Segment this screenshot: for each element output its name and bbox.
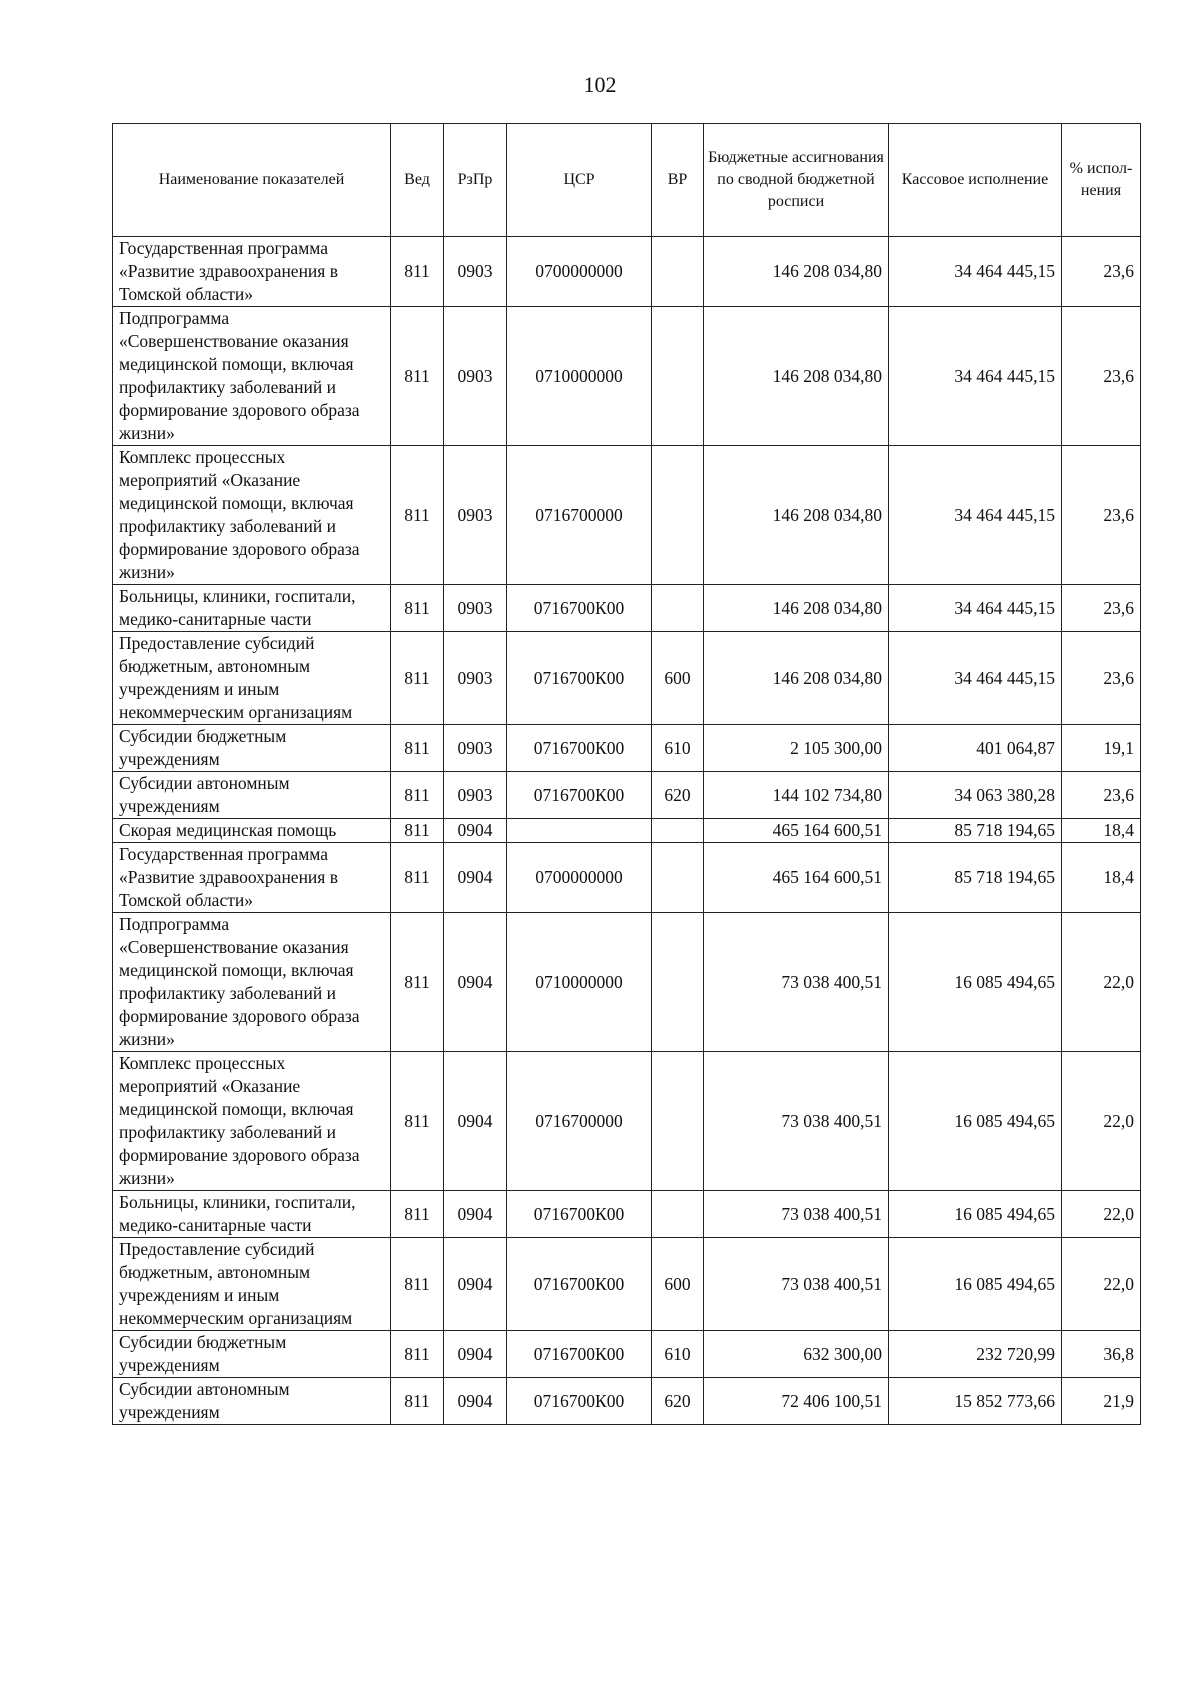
cell-pct: 23,6	[1062, 307, 1141, 446]
cell-rzpr: 0904	[444, 843, 507, 913]
cell-csr	[507, 819, 652, 843]
header-rzpr: РзПр	[444, 124, 507, 237]
cell-cash: 401 064,87	[889, 725, 1062, 772]
cell-vr: 610	[652, 725, 704, 772]
cell-cash: 16 085 494,65	[889, 1191, 1062, 1238]
table-body	[113, 237, 1141, 1425]
cell-rzpr: 0903	[444, 446, 507, 585]
header-name: Наименование показателей	[113, 124, 391, 237]
cell-cash: 16 085 494,65	[889, 1052, 1062, 1191]
cell-vr: 620	[652, 1378, 704, 1425]
cell-budget: 73 038 400,51	[704, 1052, 889, 1191]
cell-rzpr: 0904	[444, 1238, 507, 1331]
cell-ved: 811	[391, 1191, 444, 1238]
cell-csr: 0716700000	[507, 446, 652, 585]
cell-pct: 22,0	[1062, 1191, 1141, 1238]
cell-ved: 811	[391, 632, 444, 725]
cell-name: Подпрограмма «Совершенствование оказания медицинской помощи, включая профилактику заболеваний и формирование здорового образа жизни»	[113, 913, 391, 1052]
cell-budget: 144 102 734,80	[704, 772, 889, 819]
table-row	[113, 843, 1141, 913]
cell-pct: 18,4	[1062, 819, 1141, 843]
cell-budget: 73 038 400,51	[704, 1238, 889, 1331]
table-row	[113, 632, 1141, 725]
cell-budget: 146 208 034,80	[704, 446, 889, 585]
cell-vr	[652, 1052, 704, 1191]
cell-name: Больницы, клиники, госпитали, медико-санитарные части	[113, 585, 391, 632]
cell-rzpr: 0904	[444, 1331, 507, 1378]
cell-ved: 811	[391, 913, 444, 1052]
cell-name: Государственная программа «Развитие здравоохранения в Томской области»	[113, 237, 391, 307]
header-ved: Вед	[391, 124, 444, 237]
cell-budget: 146 208 034,80	[704, 307, 889, 446]
cell-cash: 34 464 445,15	[889, 632, 1062, 725]
cell-vr	[652, 446, 704, 585]
cell-name: Субсидии автономным учреждениям	[113, 772, 391, 819]
cell-cash: 34 464 445,15	[889, 307, 1062, 446]
cell-cash: 232 720,99	[889, 1331, 1062, 1378]
cell-vr	[652, 913, 704, 1052]
cell-name: Предоставление субсидий бюджетным, автономным учреждениям и иным некоммерческим организациям	[113, 632, 391, 725]
cell-name: Субсидии автономным учреждениям	[113, 1378, 391, 1425]
cell-cash: 15 852 773,66	[889, 1378, 1062, 1425]
cell-name: Скорая медицинская помощь	[113, 819, 391, 843]
cell-name: Субсидии бюджетным учреждениям	[113, 1331, 391, 1378]
table-row	[113, 1378, 1141, 1425]
cell-pct: 23,6	[1062, 632, 1141, 725]
cell-rzpr: 0903	[444, 585, 507, 632]
cell-rzpr: 0904	[444, 1378, 507, 1425]
cell-ved: 811	[391, 1378, 444, 1425]
cell-budget: 632 300,00	[704, 1331, 889, 1378]
cell-budget: 73 038 400,51	[704, 1191, 889, 1238]
cell-name: Комплекс процессных мероприятий «Оказание медицинской помощи, включая профилактику заболеваний и формирование здорового образа жизни»	[113, 1052, 391, 1191]
header-budget: Бюджетные ассигнования по сводной бюджетной росписи	[704, 124, 889, 237]
table-row	[113, 585, 1141, 632]
cell-pct: 21,9	[1062, 1378, 1141, 1425]
cell-budget: 2 105 300,00	[704, 725, 889, 772]
cell-cash: 34 063 380,28	[889, 772, 1062, 819]
header-cash: Кассовое исполнение	[889, 124, 1062, 237]
table-row	[113, 307, 1141, 446]
cell-csr: 0716700К00	[507, 585, 652, 632]
table-row	[113, 725, 1141, 772]
budget-execution-table	[112, 123, 1141, 1425]
cell-vr: 620	[652, 772, 704, 819]
cell-budget: 146 208 034,80	[704, 632, 889, 725]
cell-pct: 36,8	[1062, 1331, 1141, 1378]
table-row	[113, 772, 1141, 819]
cell-pct: 22,0	[1062, 1052, 1141, 1191]
header-pct: % испол-нения	[1062, 124, 1141, 237]
cell-rzpr: 0903	[444, 725, 507, 772]
header-csr: ЦСР	[507, 124, 652, 237]
cell-vr	[652, 843, 704, 913]
cell-name: Больницы, клиники, госпитали, медико-санитарные части	[113, 1191, 391, 1238]
cell-vr: 600	[652, 632, 704, 725]
cell-name: Подпрограмма «Совершенствование оказания медицинской помощи, включая профилактику заболеваний и формирование здорового образа жизни»	[113, 307, 391, 446]
cell-ved: 811	[391, 446, 444, 585]
cell-csr: 0716700К00	[507, 772, 652, 819]
cell-csr: 0716700000	[507, 1052, 652, 1191]
cell-ved: 811	[391, 843, 444, 913]
table-row	[113, 1331, 1141, 1378]
cell-vr: 600	[652, 1238, 704, 1331]
cell-csr: 0716700К00	[507, 632, 652, 725]
cell-pct: 23,6	[1062, 772, 1141, 819]
table-row	[113, 1052, 1141, 1191]
cell-ved: 811	[391, 725, 444, 772]
cell-csr: 0710000000	[507, 913, 652, 1052]
cell-ved: 811	[391, 1331, 444, 1378]
cell-pct: 19,1	[1062, 725, 1141, 772]
cell-vr	[652, 1191, 704, 1238]
table-row	[113, 1191, 1141, 1238]
cell-csr: 0700000000	[507, 843, 652, 913]
cell-cash: 34 464 445,15	[889, 446, 1062, 585]
cell-pct: 23,6	[1062, 585, 1141, 632]
table-row	[113, 1238, 1141, 1331]
cell-rzpr: 0904	[444, 819, 507, 843]
cell-budget: 73 038 400,51	[704, 913, 889, 1052]
table-row	[113, 913, 1141, 1052]
cell-cash: 16 085 494,65	[889, 913, 1062, 1052]
cell-vr	[652, 237, 704, 307]
cell-csr: 0716700К00	[507, 1238, 652, 1331]
cell-name: Государственная программа «Развитие здравоохранения в Томской области»	[113, 843, 391, 913]
cell-budget: 146 208 034,80	[704, 237, 889, 307]
cell-rzpr: 0904	[444, 1191, 507, 1238]
cell-name: Предоставление субсидий бюджетным, автономным учреждениям и иным некоммерческим организациям	[113, 1238, 391, 1331]
cell-name: Субсидии бюджетным учреждениям	[113, 725, 391, 772]
header-vr: ВР	[652, 124, 704, 237]
cell-ved: 811	[391, 1238, 444, 1331]
cell-budget: 465 164 600,51	[704, 843, 889, 913]
cell-rzpr: 0904	[444, 913, 507, 1052]
cell-ved: 811	[391, 585, 444, 632]
table-header-row	[113, 124, 1141, 237]
cell-cash: 34 464 445,15	[889, 237, 1062, 307]
cell-cash: 85 718 194,65	[889, 819, 1062, 843]
cell-name: Комплекс процессных мероприятий «Оказание медицинской помощи, включая профилактику заболеваний и формирование здорового образа жизни»	[113, 446, 391, 585]
cell-ved: 811	[391, 307, 444, 446]
cell-budget: 146 208 034,80	[704, 585, 889, 632]
cell-rzpr: 0903	[444, 237, 507, 307]
cell-rzpr: 0903	[444, 772, 507, 819]
cell-pct: 22,0	[1062, 1238, 1141, 1331]
cell-cash: 16 085 494,65	[889, 1238, 1062, 1331]
cell-ved: 811	[391, 237, 444, 307]
cell-csr: 0710000000	[507, 307, 652, 446]
page-number: 102	[583, 72, 617, 97]
cell-cash: 85 718 194,65	[889, 843, 1062, 913]
cell-csr: 0716700К00	[507, 1191, 652, 1238]
cell-vr	[652, 585, 704, 632]
cell-budget: 72 406 100,51	[704, 1378, 889, 1425]
cell-rzpr: 0904	[444, 1052, 507, 1191]
cell-vr: 610	[652, 1331, 704, 1378]
table-row	[113, 237, 1141, 307]
cell-ved: 811	[391, 1052, 444, 1191]
cell-csr: 0716700К00	[507, 725, 652, 772]
cell-ved: 811	[391, 772, 444, 819]
cell-vr	[652, 819, 704, 843]
cell-cash: 34 464 445,15	[889, 585, 1062, 632]
cell-csr: 0700000000	[507, 237, 652, 307]
cell-rzpr: 0903	[444, 632, 507, 725]
cell-csr: 0716700К00	[507, 1378, 652, 1425]
cell-pct: 22,0	[1062, 913, 1141, 1052]
cell-ved: 811	[391, 819, 444, 843]
cell-budget: 465 164 600,51	[704, 819, 889, 843]
table-row	[113, 446, 1141, 585]
table-row	[113, 819, 1141, 843]
cell-pct: 18,4	[1062, 843, 1141, 913]
cell-pct: 23,6	[1062, 237, 1141, 307]
cell-csr: 0716700К00	[507, 1331, 652, 1378]
cell-vr	[652, 307, 704, 446]
cell-rzpr: 0903	[444, 307, 507, 446]
cell-pct: 23,6	[1062, 446, 1141, 585]
